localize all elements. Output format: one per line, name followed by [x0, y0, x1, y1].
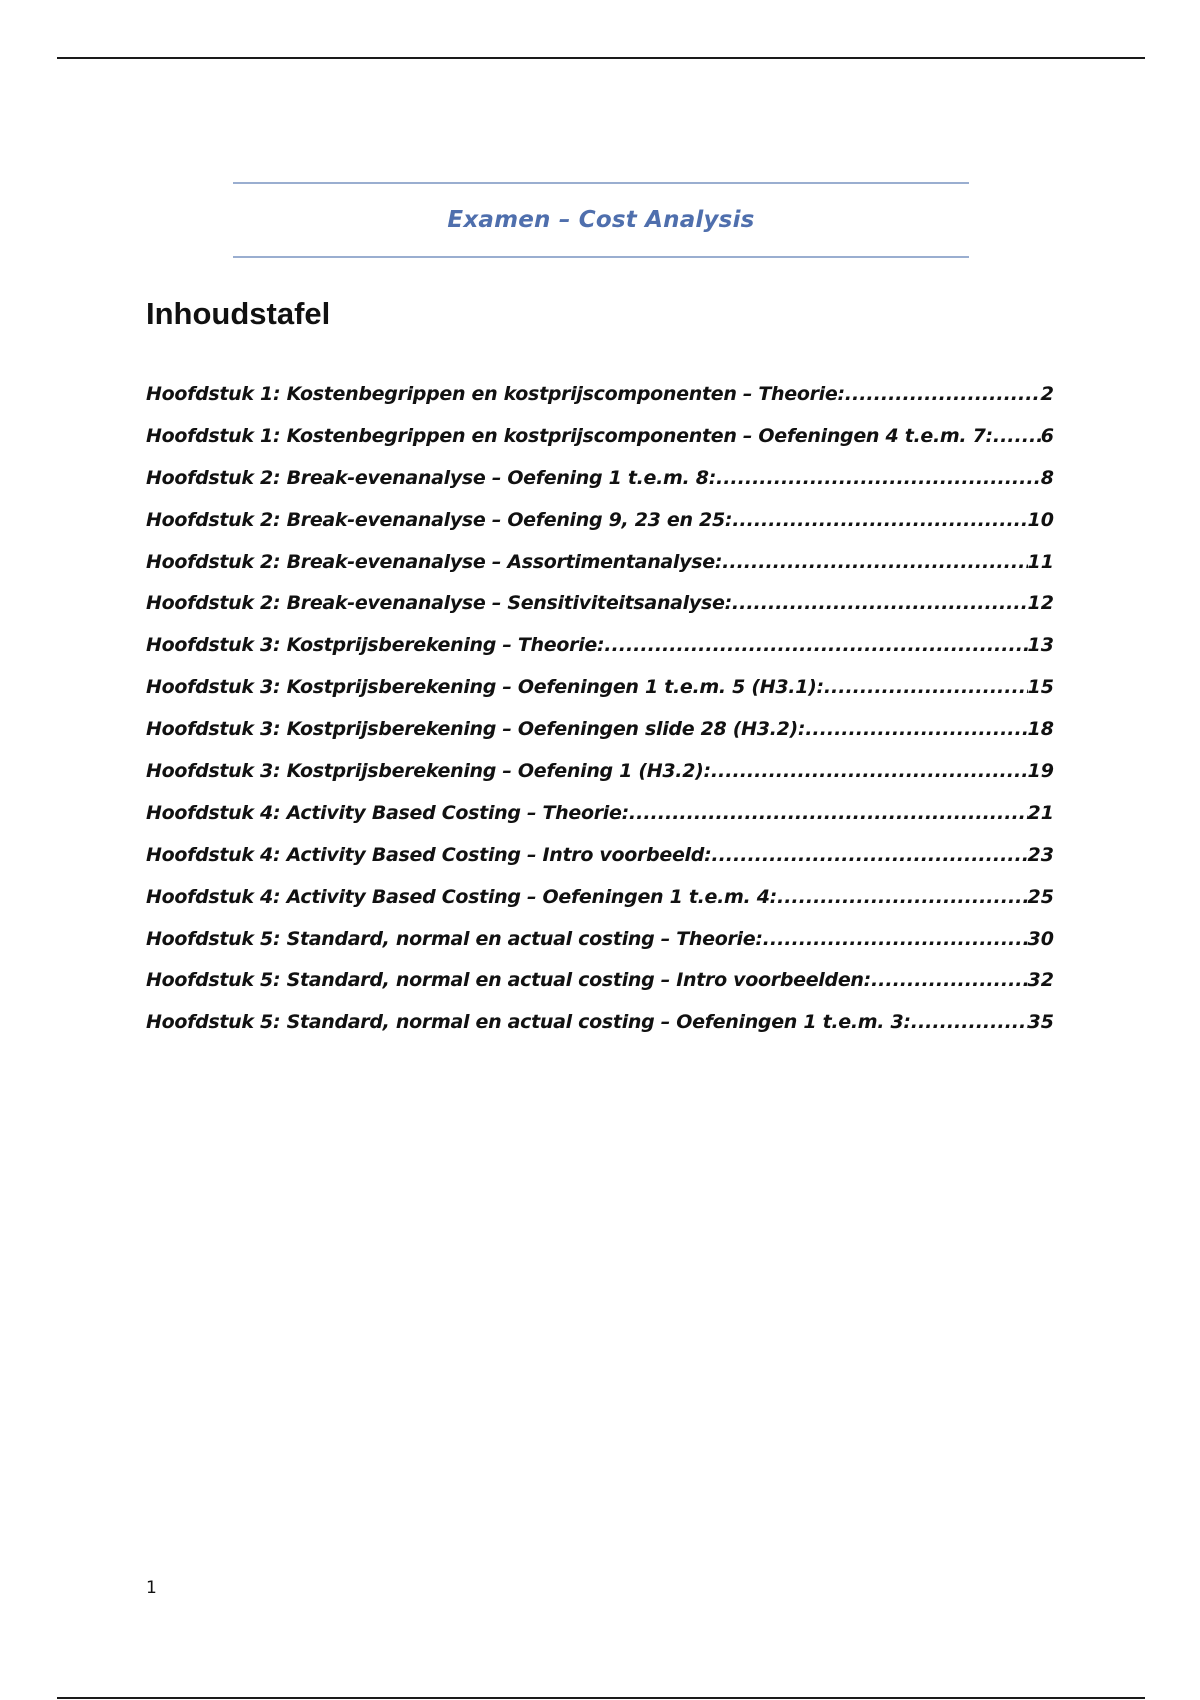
- toc-leader-dots: [711, 844, 1027, 866]
- toc-entry-label: Hoofdstuk 2: Break-evenanalyse – Oefening 1 t.e.m. 8:: [146, 466, 716, 489]
- toc-leader-dots: [629, 802, 1028, 824]
- page-number: 1: [146, 1578, 157, 1598]
- toc-entry[interactable]: [146, 718, 1054, 760]
- toc-entry[interactable]: [146, 551, 1054, 593]
- toc-entry-label: Hoofdstuk 3: Kostprijsberekening – Oefeningen 1 t.e.m. 5 (H3.1):: [146, 676, 824, 699]
- toc-leader-dots: [911, 1011, 1028, 1033]
- page-bottom-rule: [57, 1697, 1145, 1699]
- toc-entry[interactable]: [146, 467, 1054, 509]
- toc-entry[interactable]: [146, 383, 1054, 425]
- toc-entry-label: Hoofdstuk 4: Activity Based Costing – Intro voorbeeld:: [146, 843, 712, 866]
- toc-heading: Inhoudstafel: [146, 296, 331, 331]
- toc-leader-dots: [845, 383, 1041, 405]
- toc-leader-dots: [711, 760, 1028, 782]
- toc-entry-label: Hoofdstuk 1: Kostenbegrippen en kostprijscomponenten – Theorie:: [146, 383, 845, 405]
- toc-leader-dots: [604, 634, 1027, 656]
- toc-entry-label: Hoofdstuk 3: Kostprijsberekening – Oefeningen slide 28 (H3.2):: [146, 718, 806, 741]
- toc-leader-dots: [871, 969, 1028, 991]
- toc-entry-label: Hoofdstuk 4: Activity Based Costing – Theorie:: [146, 801, 629, 824]
- toc-entry-label: Hoofdstuk 3: Kostprijsberekening – Theorie:: [146, 634, 605, 657]
- toc-entry-page: 18: [1027, 718, 1054, 741]
- toc-entry-page: 30: [1027, 927, 1054, 950]
- toc-entry[interactable]: [146, 886, 1054, 928]
- toc-entry-label: Hoofdstuk 2: Break-evenanalyse – Oefening 9, 23 en 25:: [146, 508, 733, 531]
- toc-entry-label: Hoofdstuk 2: Break-evenanalyse – Sensitiviteitsanalyse:: [146, 592, 732, 615]
- toc-leader-dots: [824, 676, 1028, 698]
- document-title: Examen – Cost Analysis: [447, 207, 755, 233]
- toc-leader-dots: [732, 509, 1027, 531]
- toc-entry-page: 12: [1027, 592, 1054, 615]
- toc-entry[interactable]: [146, 1011, 1054, 1053]
- toc-entry-page: 13: [1027, 634, 1054, 657]
- toc-entry[interactable]: [146, 509, 1054, 551]
- title-block: [233, 182, 969, 258]
- toc-entry-label: Hoofdstuk 1: Kostenbegrippen en kostprijscomponenten – Oefeningen 4 t.e.m. 7:: [146, 424, 993, 447]
- toc-entry-label: Hoofdstuk 3: Kostprijsberekening – Oefening 1 (H3.2):: [146, 760, 711, 783]
- toc-leader-dots: [763, 928, 1028, 950]
- toc-entry-label: Hoofdstuk 5: Standard, normal en actual costing – Oefeningen 1 t.e.m. 3:: [146, 1011, 911, 1034]
- toc-entry-label: Hoofdstuk 5: Standard, normal en actual costing – Intro voorbeelden:: [146, 969, 871, 992]
- toc-entry-page: 23: [1027, 843, 1054, 866]
- toc-entry-page: 10: [1027, 508, 1054, 531]
- page-top-rule: [57, 57, 1145, 59]
- toc-leader-dots: [993, 425, 1041, 447]
- toc-entry-page: 19: [1027, 760, 1054, 783]
- toc-entry[interactable]: [146, 844, 1054, 886]
- table-of-contents: [146, 383, 1054, 1053]
- toc-leader-dots: [732, 592, 1028, 614]
- toc-entry-page: 6: [1040, 424, 1054, 447]
- toc-entry[interactable]: [146, 425, 1054, 467]
- toc-entry-page: 25: [1027, 885, 1054, 908]
- toc-entry[interactable]: [146, 928, 1054, 970]
- toc-entry[interactable]: [146, 969, 1054, 1011]
- toc-entry[interactable]: [146, 676, 1054, 718]
- toc-entry-label: Hoofdstuk 5: Standard, normal en actual costing – Theorie:: [146, 927, 763, 950]
- toc-entry[interactable]: [146, 634, 1054, 676]
- toc-entry-label: Hoofdstuk 4: Activity Based Costing – Oefeningen 1 t.e.m. 4:: [146, 885, 777, 908]
- toc-entry[interactable]: [146, 760, 1054, 802]
- toc-leader-dots: [805, 718, 1027, 740]
- toc-leader-dots: [777, 886, 1028, 908]
- toc-entry-page: 11: [1027, 550, 1054, 573]
- toc-leader-dots: [722, 551, 1027, 573]
- toc-entry-page: 21: [1027, 801, 1054, 824]
- toc-entry[interactable]: [146, 592, 1054, 634]
- toc-entry[interactable]: [146, 802, 1054, 844]
- toc-entry-page: 2: [1040, 383, 1054, 405]
- toc-entry-page: 8: [1040, 466, 1054, 489]
- toc-entry-page: 15: [1027, 676, 1054, 699]
- toc-entry-label: Hoofdstuk 2: Break-evenanalyse – Assortimentanalyse:: [146, 550, 723, 573]
- toc-entry-page: 35: [1027, 1011, 1054, 1034]
- toc-entry-page: 32: [1027, 969, 1054, 992]
- toc-leader-dots: [716, 467, 1041, 489]
